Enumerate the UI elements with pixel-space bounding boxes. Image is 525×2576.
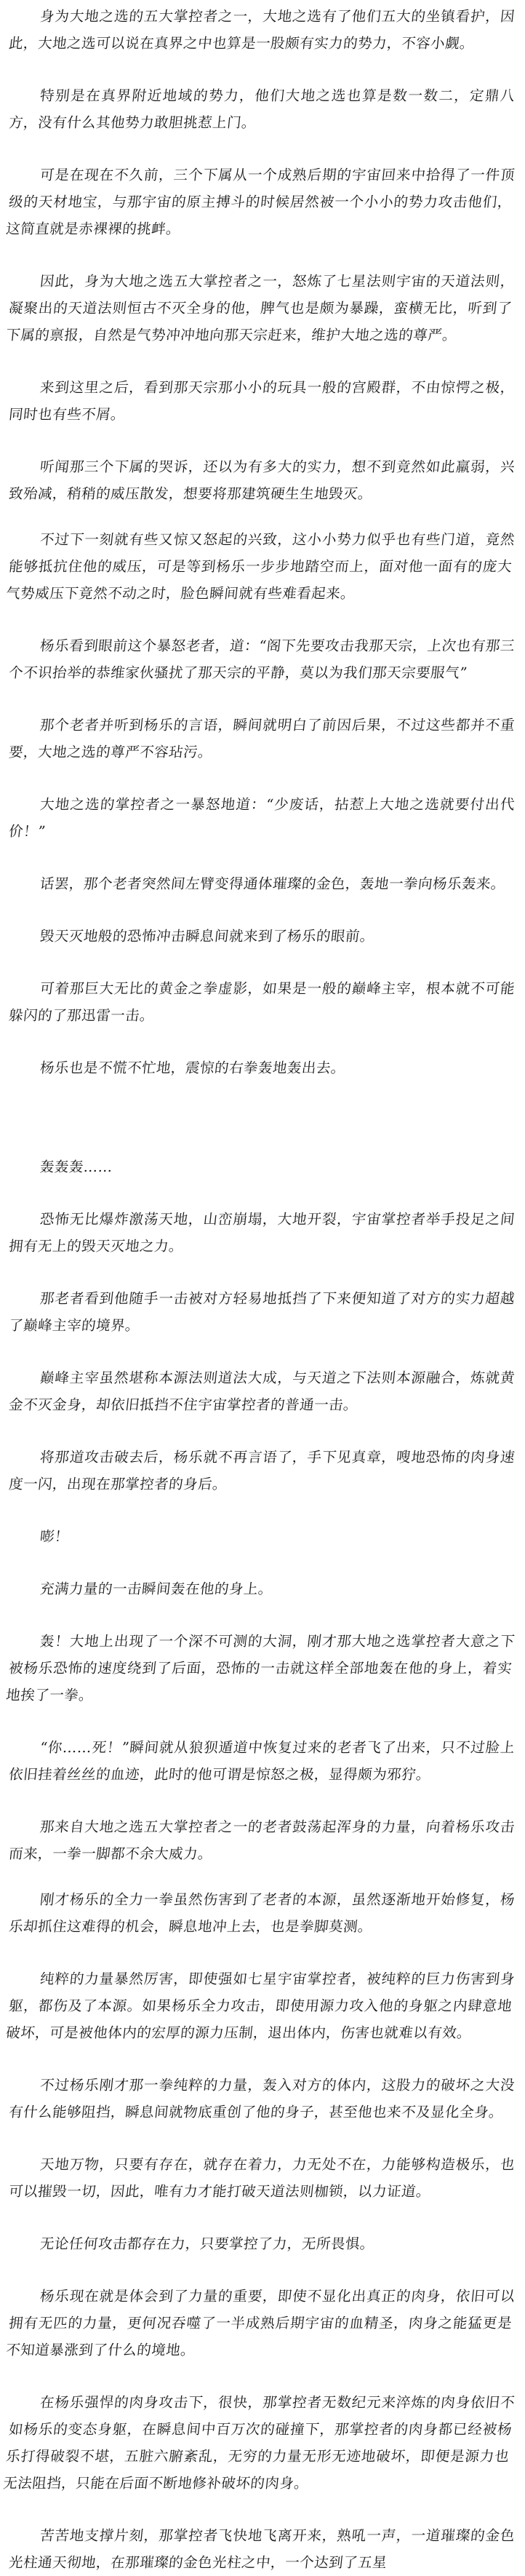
paragraph-9: 那个老者并听到杨乐的言语，瞬间就明白了前因后果，不过这些都并不重要，大地之选的尊严不容玷污。 <box>7 717 516 760</box>
paragraph-22: 轰！大地上出现了一个深不可测的大洞，刚才那大地之选掌控者大意之下被杨乐恐怖的速度绕到了后面，恐怖的一击就这样全部地轰在他的身上，着实地挨了一拳。 <box>5 1633 516 1704</box>
paragraph-23: “你……死！”瞬间就从狼狈遁道中恢复过来的老者飞了出来，只不过脸上依旧挂着丝丝的血迹，此时的他可谓是惊怒之极，显得颇为邪狞。 <box>7 1739 516 1783</box>
paragraph-6: 听闻那三个下属的哭诉，还以为有多大的实力，想不到竟然如此羸弱，兴致殆减，稍稍的威压散发，想要将那建筑硬生生地毁灭。 <box>7 458 516 502</box>
paragraph-2: 特别是在真界附近地域的势力，他们大地之选也算是数一数二，定鼎八方，没有什么其他势力敢胆挑惹上门。 <box>7 87 516 131</box>
paragraph-21: 充满力量的一击瞬间轰在他的身上。 <box>39 1581 274 1597</box>
paragraph-16: 恐怖无比爆炸激荡天地，山峦崩塌，大地开裂，宇宙掌控者举手投足之间拥有无上的毁天灭地之力。 <box>7 1211 516 1255</box>
paragraph-20: 嘭！ <box>39 1528 71 1545</box>
paragraph-4: 因此，身为大地之选五大掌控者之一，怒炼了七星法则宇宙的天道法则，凝聚出的天道法则恒古不灭全身的他，脾气也是颇为暴躁，蛮横无比，听到了下属的禀报，自然是气势冲冲地向那天宗赶来，维护大地之选的尊严。 <box>5 273 516 343</box>
paragraph-10: 大地之选的掌控者之一暴怒地道：“少废话，拈惹上大地之选就要付出代价！” <box>7 796 516 840</box>
paragraph-26: 纯粹的力量暴然厉害，即使强如七星宇宙掌控者，被纯粹的巨力伤害到身躯，都伤及了本源。如果杨乐全力攻击，即使用源力攻入他的身躯之内肆意地破坏，可是被他体内的宏厚的源力压制，退出体内，伤害也就难以有效。 <box>5 1971 516 2041</box>
paragraph-13: 可着那巨大无比的黄金之拳虚影，如果是一般的巅峰主宰，根本就不可能躲闪的了那迅雷一击。 <box>7 980 516 1024</box>
paragraph-25: 刚才杨乐的全力一拳虽然伤害到了老者的本源，虽然逐渐地开始修复，杨乐却抓住这难得的机会，瞬息地冲上去，也是拳脚莫测。 <box>7 1891 516 1935</box>
section-gap <box>13 1107 516 1153</box>
paragraph-19: 将那道攻击破去后，杨乐就不再言语了，手下见真章，嗖地恐怖的肉身速度一闪，出现在那掌控者的身后。 <box>7 1449 516 1492</box>
paragraph-18: 巅峰主宰虽然堪称本源法则道法大成，与天道之下法则本源融合，炼就黄金不灭金身，却依旧抵挡不住宇宙掌控者的普通一击。 <box>7 1370 516 1413</box>
paragraph-17: 那老者看到他随手一击被对方轻易地抵挡了下来便知道了对方的实力超越了巅峰主宰的境界。 <box>7 1290 516 1334</box>
paragraph-30: 杨乐现在就是体会到了力量的重要，即使不显化出真正的肉身，依旧可以拥有无匹的力量，更何况吞噬了一半成熟后期宇宙的血精圣，肉身之能猛更是不知道暴涨到了什么的境地。 <box>5 2288 516 2358</box>
paragraph-1: 身为大地之选的五大掌控者之一，大地之选有了他们五大的坐镇看护，因此，大地之选可以说在真界之中也算是一股颇有实力的势力，不容小觑。 <box>7 8 516 52</box>
paragraph-31: 在杨乐强悍的肉身攻击下，很快，那掌控者无数纪元来淬炼的肉身依旧不如杨乐的变态身躯，在瞬息间中百万次的碰撞下，那掌控者的肉身都已经被杨乐打得破裂不堪，五脏六腑紊乱，无穷的力量无形无迹地破坏，即便是源力也无法阻挡，只能在后面不断地修补破坏的肉身。 <box>2 2394 516 2492</box>
paragraph-11: 话罢，那个老者突然间左臂变得通体璀璨的金色，轰地一拳向杨乐轰来。 <box>39 875 507 892</box>
paragraph-24: 那来自大地之选五大掌控者之一的老者鼓荡起浑身的力量，向着杨乐攻击而来，一拳一脚都不余大威力。 <box>7 1818 516 1862</box>
paragraph-3: 可是在现在不久前，三个下属从一个成熟后期的宇宙回来中拾得了一件顶级的天材地宝，与那宇宙的原主搏斗的时候居然被一个小小的势力攻击他们，这简直就是赤裸裸的挑衅。 <box>5 167 516 237</box>
paragraph-27: 不过杨乐刚才那一拳纯粹的力量，轰入对方的体内，这股力的破坏之大没有什么能够阻挡，瞬息间就物底重创了他的身子，甚至他也来不及显化全身。 <box>7 2077 516 2120</box>
paragraph-15: 轰轰轰…… <box>39 1158 114 1175</box>
paragraph-32: 苦苦地支撑片刻，那掌控者飞快地飞离开来，熟吼一声，一道璀璨的金色光柱通天彻地，在那璀璨的金色光柱之中，一个达到了五星 <box>7 2527 516 2571</box>
paragraph-7: 不过下一刻就有些又惊又怒起的兴致，这小小势力似乎也有些门道，竟然能够抵抗住他的威压，可是等到杨乐一步步地踏空而上，面对他一面有的庞大气势威压下竟然不动之时，脸色瞬间就有些难看起来。 <box>5 531 516 602</box>
paragraph-29: 无论任何攻击都存在力，只要掌控了力，无所畏惧。 <box>39 2235 376 2252</box>
paragraph-28: 天地万物，只要有存在，就存在着力，力无处不在，力能够构造极乐，也可以摧毁一切，因此，唯有力才能打破天道法则枷锁，以力证道。 <box>7 2156 516 2200</box>
paragraph-12: 毁天灭地般的恐怖冲击瞬息间就来到了杨乐的眼前。 <box>39 928 376 945</box>
paragraph-14: 杨乐也是不慌不忙地，震惊的右拳轰地轰出去。 <box>39 1060 347 1076</box>
paragraph-5: 来到这里之后，看到那天宗那小小的玩具一般的宫殿群，不由惊愕之极，同时也有些不屑。 <box>7 379 516 423</box>
paragraph-8: 杨乐看到眼前这个暴怒老者，道：“阁下先要攻击我那天宗，上次也有那三个不识抬举的恭维家伙骚扰了那天宗的平静，莫以为我们那天宗要服气” <box>7 637 516 681</box>
